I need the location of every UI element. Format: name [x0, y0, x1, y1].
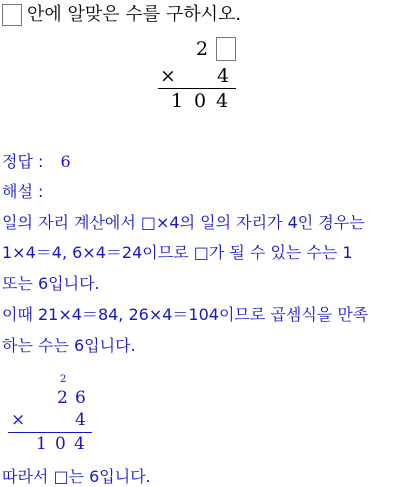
explanation-line-5: 하는 수는 6입니다.	[2, 336, 136, 355]
calc-result-digit-3: 4	[74, 434, 85, 454]
explanation-label: 해설 :	[2, 182, 44, 201]
question-blank-box	[2, 4, 22, 26]
problem-top-digit: 2	[196, 38, 209, 60]
problem-multiplier: 4	[217, 65, 230, 87]
answer-label: 정답 :	[2, 152, 44, 171]
problem-divider-line	[158, 88, 236, 89]
problem-result-digit-3: 4	[216, 90, 229, 112]
conclusion-line: 따라서 □는 6입니다.	[2, 467, 151, 486]
explanation-line-3: 또는 6입니다.	[2, 274, 100, 293]
calc-divider-line	[8, 432, 92, 433]
question-text: 안에 알맞은 수를 구하시오.	[27, 4, 242, 25]
calc-top-digit-1: 2	[57, 388, 68, 408]
calc-result-digit-2: 0	[55, 434, 66, 454]
calc-top-digit-2: 6	[75, 388, 86, 408]
problem-result-digit-2: 0	[194, 90, 207, 112]
calc-result-digit-1: 1	[36, 434, 47, 454]
answer-row	[2, 152, 71, 172]
problem-blank-box	[216, 37, 236, 61]
explanation-line-2: 1×4＝4, 6×4＝24이므로 □가 될 수 있는 수는 1	[2, 243, 353, 262]
calc-times-sign: ×	[11, 410, 26, 430]
calc-multiplier: 4	[75, 410, 86, 430]
explanation-line-1: 일의 자리 계산에서 □×4의 일의 자리가 4인 경우는	[2, 213, 365, 232]
problem-times-sign: ×	[160, 65, 176, 87]
explanation-line-4: 이때 21×4＝84, 26×4＝104이므로 곱셈식을 만족	[2, 305, 369, 324]
problem-result-digit-1: 1	[171, 90, 184, 112]
calc-carry-digit: 2	[60, 374, 67, 385]
answer-value: 6	[60, 152, 71, 171]
